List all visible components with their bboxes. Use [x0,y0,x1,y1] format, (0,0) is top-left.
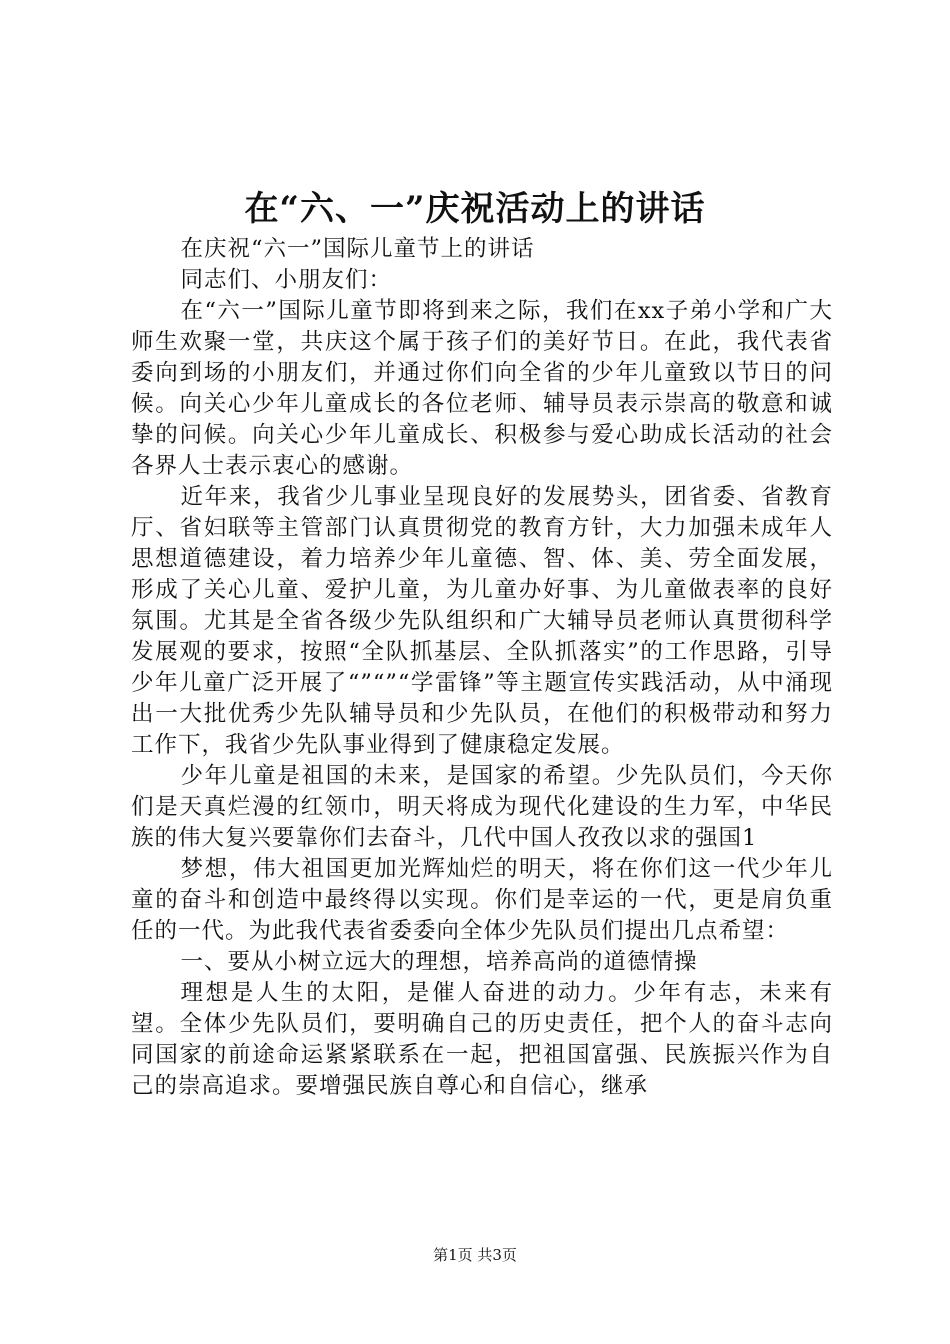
paragraph: 近年来，我省少儿事业呈现良好的发展势头，团省委、省教育厅、省妇联等主管部门认真贯彻党的教育方针，大力加强未成年人思想道德建设，着力培养少年儿童德、智、体、美、劳全面发展，形成了关心儿童、爱护儿童，为儿童办好事、为儿童做表率的良好氛围。尤其是全省各级少先队组织和广大辅导员老师认真贯彻科学发展观的要求，按照“全队抓基层、全队抓落实”的工作思路，引导少年儿童广泛开展了“”“”“学雷锋”等主题宣传实践活动，从中涌现出一大批优秀少先队辅导员和少先队员，在他们的积极带动和努力工作下，我省少先队事业得到了健康稳定发展。 [131,484,833,758]
document-title: 在“六、一”庆祝活动上的讲话 [244,189,706,229]
paragraph: 梦想，伟大祖国更加光辉灿烂的明天，将在你们这一代少年儿童的奋斗和创造中最终得以实现。你们是幸运的一代，更是肩负重任的一代。为此我代表省委委向全体少先队员们提出几点希望： [131,856,833,944]
paragraph: 少年儿童是祖国的未来，是国家的希望。少先队员们，今天你们是天真烂漫的红领巾，明天将成为现代化建设的生力军，中华民族的伟大复兴要靠你们去奋斗，几代中国人孜孜以求的强国1 [131,763,833,851]
page-footer: 第1页 共3页 [433,1246,517,1264]
paragraph: 在“六一”国际儿童节即将到来之际，我们在xx子弟小学和广大师生欢聚一堂，共庆这个属于孩子们的美好节日。在此，我代表省委向到场的小朋友们，并通过你们向全省的少年儿童致以节日的问候。向关心少年儿童成长的各位老师、辅导员表示崇高的敬意和诚挚的问候。向关心少年儿童成长、积极参与爱心助成长活动的社会各界人士表示衷心的感谢。 [131,298,833,479]
paragraph-salutation: 同志们、小朋友们： [180,267,393,293]
document-body [131,234,833,1102]
section-heading: 一、要从小树立远大的理想，培养高尚的道德情操 [180,949,698,975]
paragraph: 理想是人生的太阳，是催人奋进的动力。少年有志，未来有望。全体少先队员们，要明确自己的历史责任，把个人的奋斗志向同国家的前途命运紧紧联系在一起，把祖国富强、民族振兴作为自己的崇高追求。要增强民族自尊心和自信心，继承 [131,980,833,1099]
paragraph-subtitle: 在庆祝“六一”国际儿童节上的讲话 [180,236,535,262]
